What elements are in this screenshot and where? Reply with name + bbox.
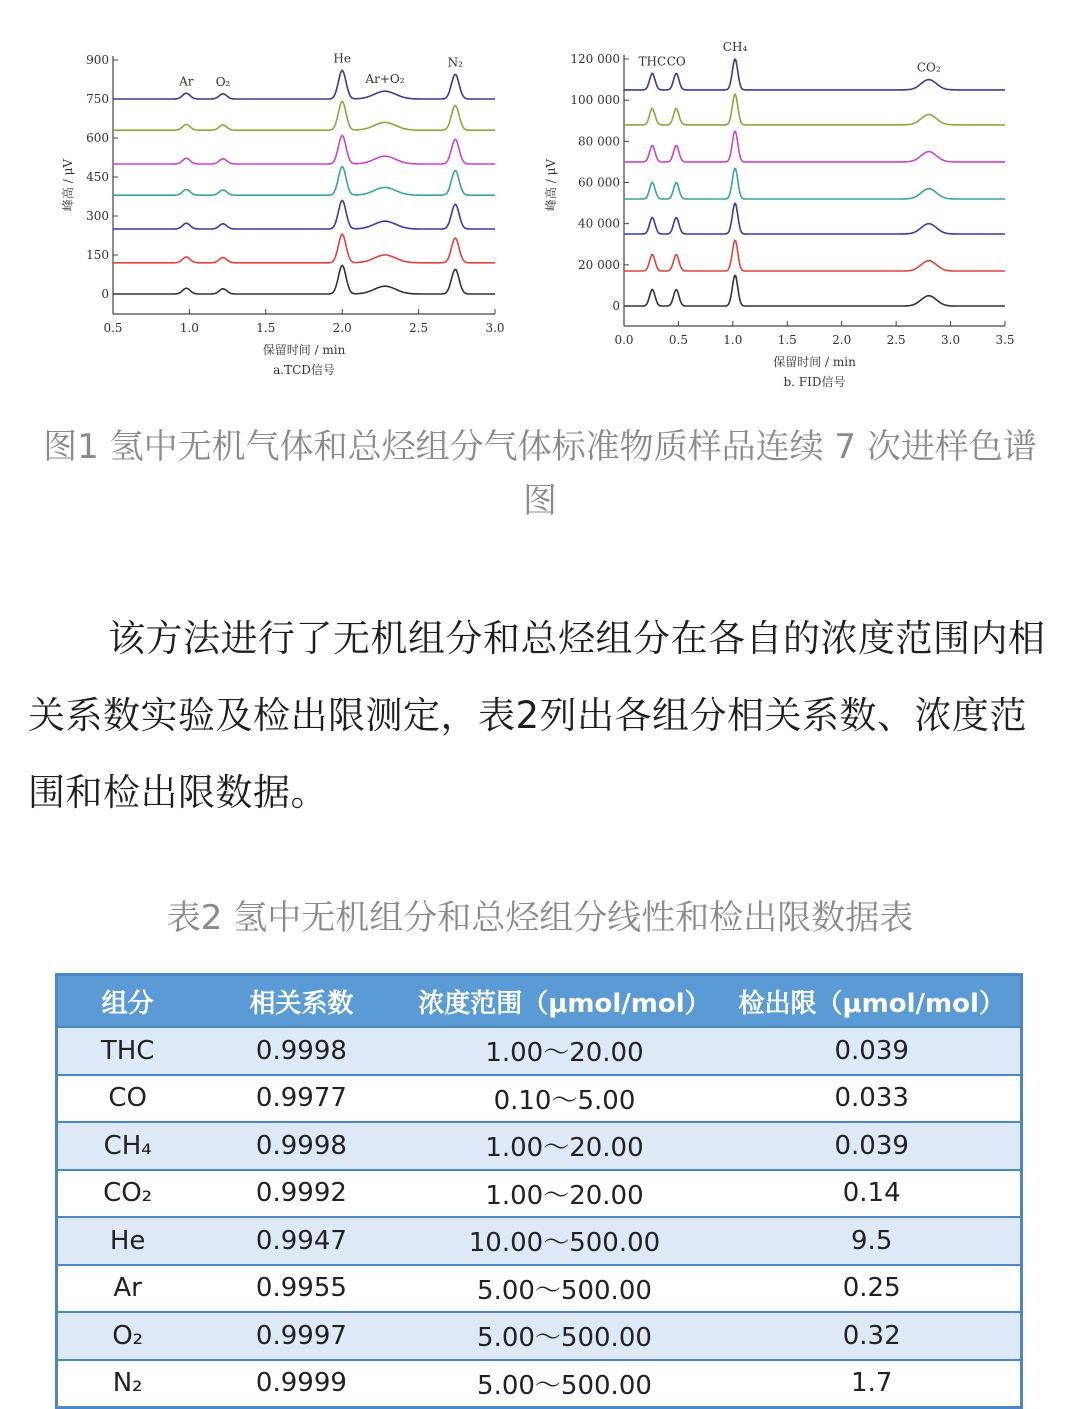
cell-range: 1.00～20.00	[406, 1027, 724, 1075]
y-tick-label: 120 000	[570, 52, 620, 66]
table-row	[57, 1075, 1022, 1123]
cell-detection-limit: 0.033	[723, 1075, 1021, 1123]
y-axis-label: 峰高 / μV	[61, 158, 75, 212]
cell-range: 1.00～20.00	[406, 1122, 724, 1170]
chromatogram-figure	[0, 0, 1080, 400]
table-row	[57, 1027, 1022, 1075]
x-tick-label: 1.5	[777, 333, 797, 347]
y-tick-label: 20 000	[578, 257, 620, 272]
cell-component: THC	[57, 1027, 198, 1075]
series-line-run-4	[113, 167, 495, 196]
table-row	[57, 1122, 1022, 1170]
y-tick-label: 450	[86, 170, 109, 184]
figure-caption: 图1 氢中无机气体和总烃组分气体标准物质样品连续 7 次进样色谱图	[43, 427, 1037, 521]
chromatogram-svg	[0, 0, 1080, 400]
cell-correlation: 0.9947	[197, 1217, 405, 1265]
x-tick-label: 0.0	[614, 333, 634, 347]
y-tick-label: 150	[86, 248, 109, 262]
cell-component: CH₄	[57, 1122, 198, 1170]
cell-correlation: 0.9999	[197, 1360, 405, 1408]
y-tick-label: 40 000	[578, 216, 620, 231]
y-tick-label: 300	[86, 209, 109, 223]
cell-correlation: 0.9977	[197, 1075, 405, 1123]
y-tick-label: 60 000	[578, 175, 620, 190]
y-tick-label: 80 000	[578, 134, 620, 149]
cell-range: 1.00～20.00	[406, 1170, 724, 1218]
panel-label: b. FID信号	[783, 375, 846, 389]
y-tick-label: 0	[101, 287, 109, 301]
series-line-run-3	[113, 135, 495, 164]
cell-correlation: 0.9998	[197, 1122, 405, 1170]
peak-label: CH₄	[722, 40, 748, 54]
cell-component: O₂	[57, 1312, 198, 1360]
y-tick-label: 600	[86, 131, 109, 145]
series-line-run-5	[624, 203, 1005, 234]
cell-component: Ar	[57, 1265, 198, 1313]
header-component: 组分	[57, 975, 198, 1028]
cell-component: CO₂	[57, 1170, 198, 1218]
x-tick-label: 1.0	[179, 321, 199, 335]
x-tick-label: 3.0	[941, 333, 961, 347]
header-range: 浓度范围（μmol/mol）	[406, 975, 724, 1028]
series-line-run-2	[624, 94, 1005, 125]
series-line-run-3	[624, 131, 1005, 162]
peak-label: Ar+O₂	[365, 72, 405, 87]
x-tick-label: 2.5	[409, 321, 429, 335]
table-title: 表2 氢中无机组分和总烃组分线性和检出限数据表	[166, 898, 914, 938]
series-line-run-2	[113, 102, 495, 131]
cell-detection-limit: 0.25	[723, 1265, 1021, 1313]
peak-label: CO	[666, 54, 686, 69]
table-row	[57, 1360, 1022, 1408]
y-axis-label: 峰高 / μV	[544, 158, 558, 212]
x-tick-label: 1.0	[723, 333, 743, 347]
cell-range: 0.10～5.00	[406, 1075, 724, 1123]
cell-correlation: 0.9998	[197, 1027, 405, 1075]
peak-label: He	[333, 51, 351, 66]
x-tick-label: 2.5	[886, 333, 906, 347]
series-line-run-4	[624, 168, 1005, 199]
y-tick-label: 900	[86, 53, 109, 67]
header-detection-limit: 检出限（μmol/mol）	[723, 975, 1021, 1028]
series-line-run-5	[113, 200, 495, 229]
cell-range: 5.00～500.00	[406, 1312, 724, 1360]
cell-detection-limit: 0.14	[723, 1170, 1021, 1218]
x-tick-label: 1.5	[256, 321, 276, 335]
cell-range: 5.00～500.00	[406, 1265, 724, 1313]
x-tick-label: 0.5	[103, 321, 123, 335]
body-paragraph: 该方法进行了无机组分和总烃组分在各自的浓度范围内相关系数实验及检出限测定，表2列出各组分相关系数、浓度范围和检出限数据。	[28, 617, 1046, 814]
cell-range: 5.00～500.00	[406, 1360, 724, 1408]
cell-correlation: 0.9955	[197, 1265, 405, 1313]
table-header-row	[57, 975, 1022, 1028]
x-axis-label: 保留时间 / min	[773, 355, 856, 369]
cell-component: N₂	[57, 1360, 198, 1408]
table-row	[57, 1217, 1022, 1265]
data-table	[55, 973, 1023, 1409]
series-line-run-6	[624, 240, 1005, 271]
table-row	[57, 1170, 1022, 1218]
x-tick-label: 3.5	[995, 333, 1015, 347]
peak-label: CO₂	[916, 60, 941, 75]
cell-detection-limit: 1.7	[723, 1360, 1021, 1408]
y-tick-label: 0	[612, 299, 620, 313]
peak-label: N₂	[447, 55, 463, 70]
series-line-run-6	[113, 234, 495, 263]
peak-label: THC	[638, 54, 667, 69]
x-tick-label: 3.0	[485, 321, 505, 335]
panel-label: a.TCD信号	[273, 363, 335, 377]
y-tick-label: 750	[86, 92, 109, 106]
cell-detection-limit: 9.5	[723, 1217, 1021, 1265]
peak-label: Ar	[179, 74, 194, 89]
x-tick-label: 2.0	[332, 321, 352, 335]
header-correlation: 相关系数	[197, 975, 405, 1028]
x-tick-label: 2.0	[832, 333, 852, 347]
series-line-run-7	[113, 265, 495, 294]
table-row	[57, 1312, 1022, 1360]
table-row	[57, 1265, 1022, 1313]
cell-correlation: 0.9992	[197, 1170, 405, 1218]
cell-correlation: 0.9997	[197, 1312, 405, 1360]
cell-component: He	[57, 1217, 198, 1265]
cell-component: CO	[57, 1075, 198, 1123]
series-line-run-7	[624, 275, 1005, 306]
cell-detection-limit: 0.32	[723, 1312, 1021, 1360]
y-tick-label: 100 000	[570, 93, 620, 108]
cell-range: 10.00～500.00	[406, 1217, 724, 1265]
x-tick-label: 0.5	[668, 333, 688, 347]
x-axis-label: 保留时间 / min	[262, 343, 346, 357]
series-line-run-1	[113, 70, 495, 99]
cell-detection-limit: 0.039	[723, 1027, 1021, 1075]
cell-detection-limit: 0.039	[723, 1122, 1021, 1170]
peak-label: O₂	[215, 74, 231, 89]
